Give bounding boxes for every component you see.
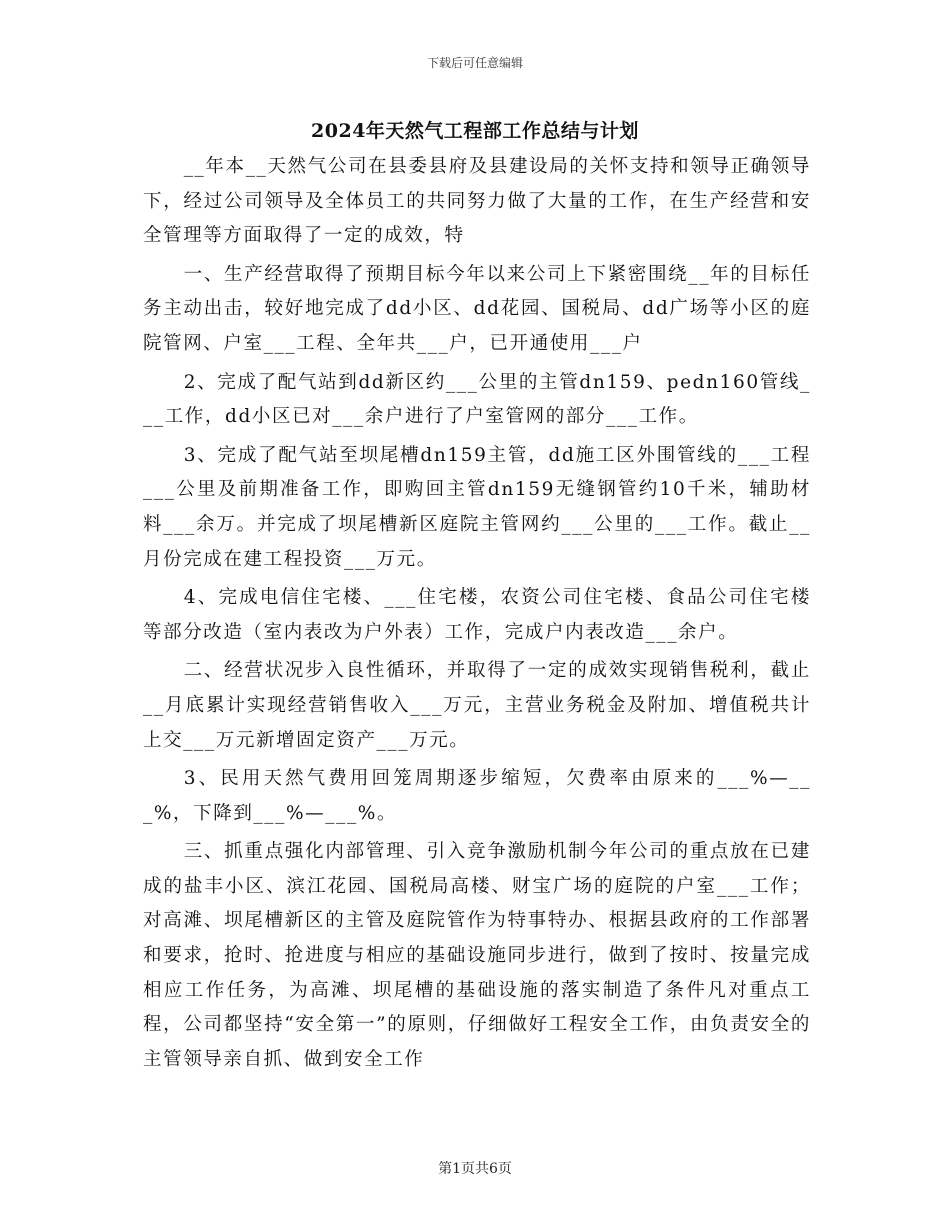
paragraph: 4、完成电信住宅楼、___住宅楼，农资公司住宅楼、食品公司住宅楼等部分改造（室内表改为户外表）工作，完成户内表改造___余户。: [143, 587, 811, 643]
paragraph: __年本__天然气公司在县委县府及县建设局的关怀支持和领导正确领导下，经过公司领导及全体员工的共同努力做了大量的工作，在生产经营和安全管理等方面取得了一定的成效，特: [143, 156, 811, 247]
page-footer: 第1页共6页: [438, 1161, 512, 1177]
paragraph: 三、抓重点强化内部管理、引入竞争激励机制今年公司的重点放在已建成的盐丰小区、滨江花园、国税局高楼、财宝广场的庭院的户室___工作；对高滩、坝尾槽新区的主管及庭院管作为特事特办、根据县政府的工作部署和要求，抢时、抢进度与相应的基础设施同步进行，做到了按时、按量完成相应工作任务，为高滩、坝尾槽的基础设施的落实制造了条件凡对重点工程，公司都坚持“安全第一”的原则，仔细做好工程安全工作，由负责安全的主管领导亲自抓、做到安全工作: [143, 841, 811, 1070]
paragraph: 3、民用天然气费用回笼周期逐步缩短，欠费率由原来的___%—___%，下降到___%—___%。: [143, 768, 811, 824]
document-title: 2024年天然气工程部工作总结与计划: [311, 120, 639, 142]
paragraph: 2、完成了配气站到dd新区约___公里的主管dn159、pedn160管线___工作，dd小区已对___余户进行了户室管网的部分___工作。: [143, 371, 811, 428]
document-body: [143, 150, 811, 1081]
header-note: 下载后可任意编辑: [426, 56, 523, 70]
paragraph: 二、经营状况步入良性循环，并取得了一定的成效实现销售税利，截止__月底累计实现经营销售收入___万元，主营业务税金及附加、增值税共计上交___万元新增固定资产___万元。: [143, 660, 811, 751]
paragraph: 3、完成了配气站至坝尾槽dn159主管，dd施工区外围管线的___工程___公里及前期准备工作，即购回主管dn159无缝钢管约10千米，辅助材料___余万。并完成了坝尾槽新区庭院主管网约___公里的___工作。截止__月份完成在建工程投资___万元。: [143, 444, 811, 570]
paragraph: 一、生产经营取得了预期目标今年以来公司上下紧密围绕__年的目标任务主动出击，较好地完成了dd小区、dd花园、国税局、dd广场等小区的庭院管网、户室___工程、全年共___户，已开通使用___户: [143, 263, 811, 354]
